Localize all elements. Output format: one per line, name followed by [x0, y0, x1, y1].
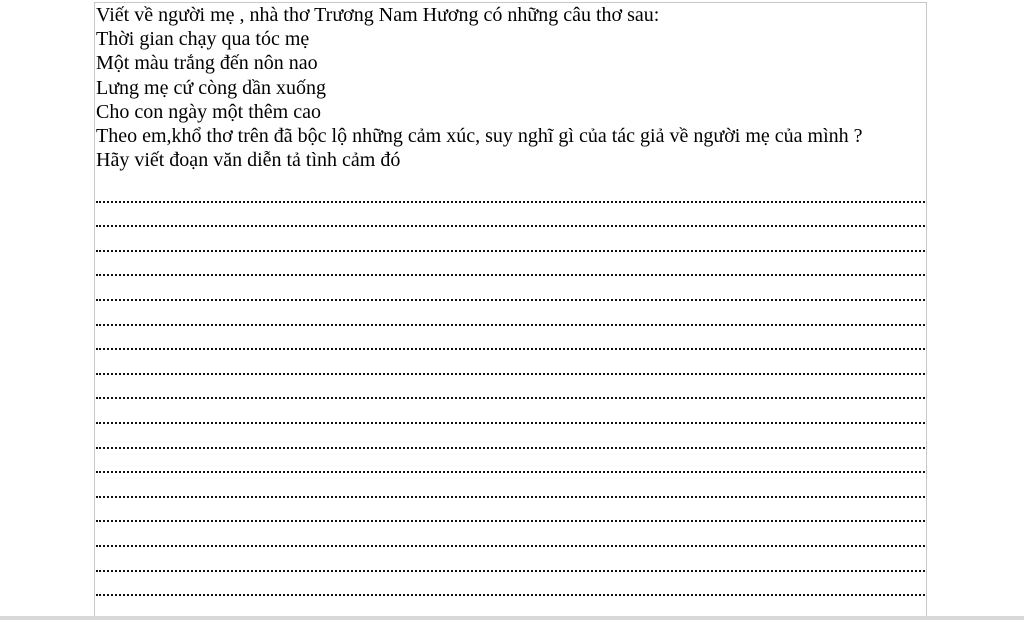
answer-line[interactable] [96, 183, 925, 208]
answer-line[interactable] [96, 331, 925, 356]
answer-line[interactable] [96, 527, 925, 552]
answer-line[interactable] [96, 454, 925, 479]
answer-line[interactable] [96, 429, 925, 454]
answer-line[interactable] [96, 257, 925, 282]
horizontal-scrollbar[interactable] [0, 616, 1024, 620]
poem-line-3: Lưng mẹ cứ còng dần xuống [96, 76, 326, 99]
answer-line[interactable] [96, 478, 925, 503]
instruction-line: Hãy viết đoạn văn diễn tả tình cảm đó [96, 149, 401, 172]
question-line: Theo em,khổ thơ trên đã bộc lộ những cảm xúc, suy nghĩ gì của tác giả về người mẹ của mình ? [96, 124, 863, 147]
answer-line[interactable] [96, 355, 925, 380]
document-page [94, 2, 927, 617]
answer-area[interactable] [96, 183, 925, 601]
answer-line[interactable] [96, 232, 925, 257]
answer-line[interactable] [96, 306, 925, 331]
poem-line-4: Cho con ngày một thêm cao [96, 100, 321, 123]
answer-line[interactable] [96, 380, 925, 405]
intro-line: Viết về người mẹ , nhà thơ Trương Nam Hương có những câu thơ sau: [96, 4, 660, 26]
poem-line-1: Thời gian chạy qua tóc mẹ [96, 28, 310, 51]
answer-line[interactable] [96, 552, 925, 577]
answer-line[interactable] [96, 404, 925, 429]
poem-line-2: Một màu trắng đến nôn nao [96, 52, 318, 75]
answer-line[interactable] [96, 503, 925, 528]
prompt-text [96, 3, 927, 172]
answer-line[interactable] [96, 577, 925, 602]
answer-line[interactable] [96, 281, 925, 306]
answer-line[interactable] [96, 208, 925, 233]
